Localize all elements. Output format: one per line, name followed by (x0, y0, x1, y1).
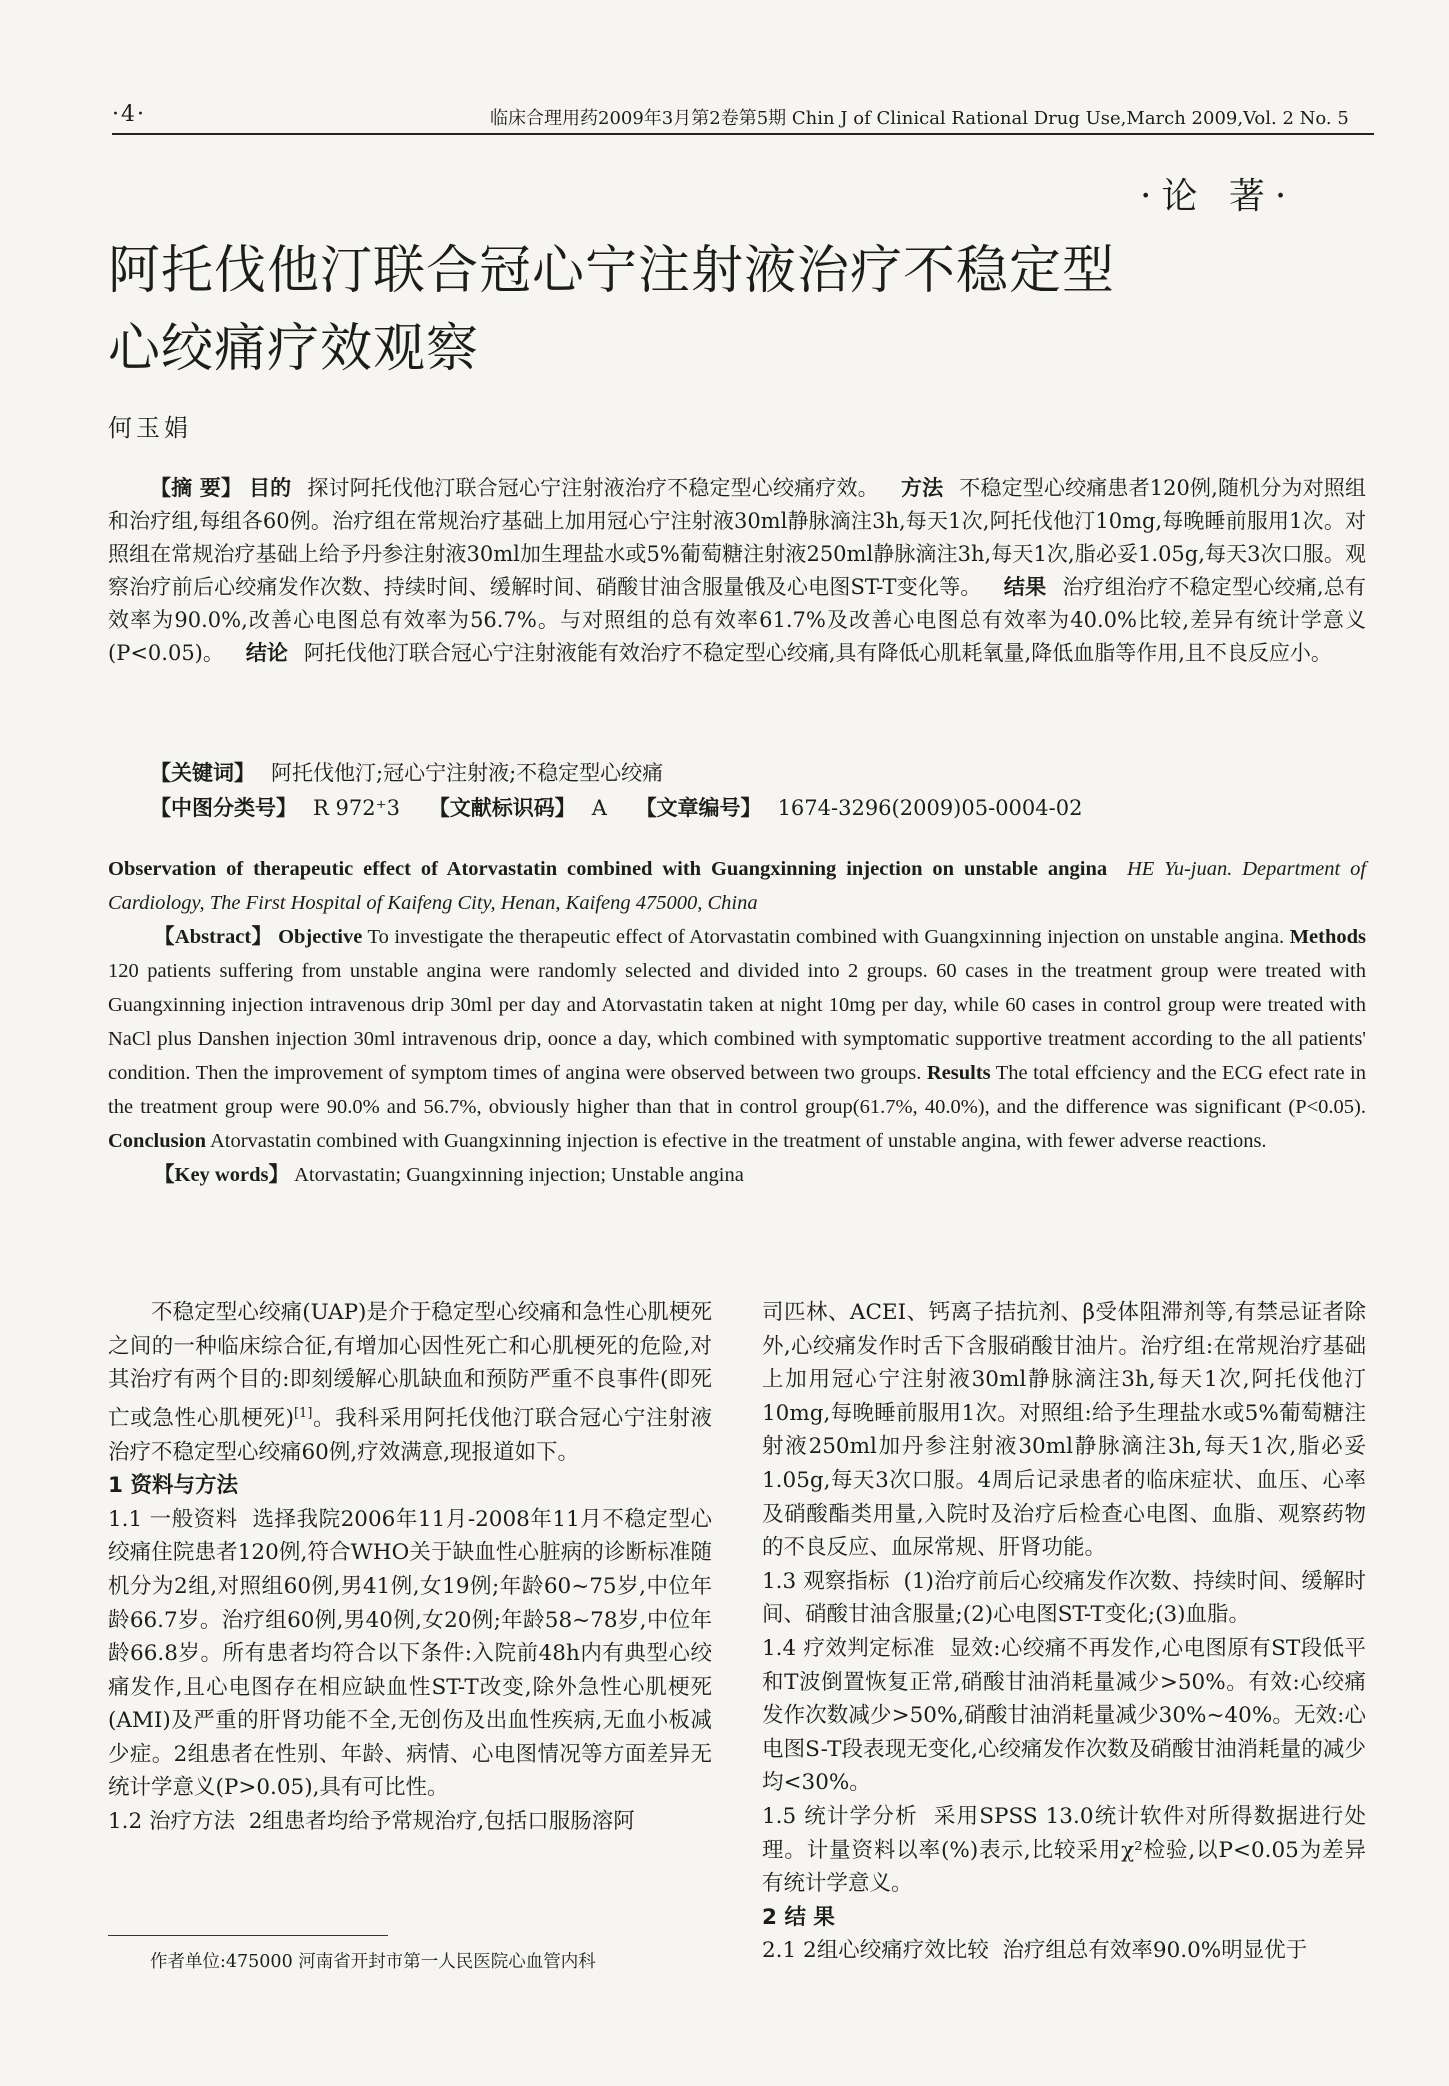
section-1-3 (762, 1565, 1366, 1632)
section-1-1-text: 选择我院2006年11月-2008年11月不稳定型心绞痛住院患者120例,符合WHO关于缺血性心脏病的诊断标准随机分为2组,对照组60例,男41例,女19例;年龄60~75岁,中位年龄66.7岁。治疗组60例,男40例,女20例;年龄58~78岁,中位年龄66.8岁。所有患者均符合以下条件:入院前48h内有典型心绞痛发作,且心电图存在相应缺血性ST-T改变,除外急性心肌梗死(AMI)及严重的肝肾功能不全,无创伤及出血性疾病,无血小板减少症。2组患者在性别、年龄、病情、心电图情况等方面差异无统计学意义(P>0.05),具有可比性。 (108, 1506, 712, 1801)
citation-ref: [1] (293, 1405, 313, 1421)
en-keywords-text: Atorvastatin; Guangxinning injection; Unstable angina (294, 1164, 744, 1186)
clc-label: 【中图分类号】 (150, 796, 297, 820)
section-2-1 (762, 1934, 1366, 1968)
doc-code-value: A (591, 796, 607, 820)
en-objective-label: Objective (278, 926, 363, 948)
body-column-left (108, 1296, 712, 1839)
section-2-heading-text: 2 结 果 (762, 1904, 835, 1930)
keywords-cn (150, 757, 663, 787)
keywords-cn-label: 【关键词】 (150, 761, 255, 785)
english-title: Observation of therapeutic effect of Atorvastatin combined with Guangxinning injection on unstable angina (108, 858, 1108, 880)
english-author: HE Yu-juan. (1126, 858, 1233, 880)
section-1-2 (108, 1805, 712, 1839)
classification-line (150, 792, 1082, 822)
section-2-heading (762, 1901, 1366, 1935)
en-methods-label: Methods (1289, 926, 1366, 948)
section-1-4 (762, 1632, 1366, 1800)
section-2-1-title: 2.1 2组心绞痛疗效比较 (762, 1938, 989, 1964)
en-methods-text: 120 patients suffering from unstable angina were randomly selected and divided into 2 groups. 60 cases in the treatment group were treated with Guangxinning injection intravenous drip 30ml per day and Atorvastatin taken at night 10mg per day, while 60 cases in control group were treated with NaCl plus Danshen injection 30ml intravenous drip, oonce a day, which combined with symptomatic supportive treatment according to the all patients' condition. Then the improvement of symptom times of angina were observed between two groups. (108, 960, 1366, 1084)
section-1-1-title: 1.1 一般资料 (108, 1506, 238, 1532)
conclusion-text: 阿托伐他汀联合冠心宁注射液能有效治疗不稳定型心绞痛,具有降低心肌耗氧量,降低血脂等作用,且不良反应小。 (303, 641, 1332, 665)
footnote-rule (108, 1935, 388, 1936)
keywords-cn-value: 阿托伐他汀;冠心宁注射液;不稳定型心绞痛 (271, 761, 664, 785)
article-number-value: 1674-3296(2009)05-0004-02 (777, 796, 1083, 820)
article-title: 阿托伐他汀联合冠心宁注射液治疗不稳定型心绞痛疗效观察 (108, 241, 1116, 379)
en-objective-text: To investigate the therapeutic effect of Atorvastatin combined with Guangxinning injection on unstable angina. (367, 926, 1285, 948)
abstract-cn-label: 【摘 要】 (150, 476, 243, 500)
article-author: 何玉娟 (108, 414, 192, 442)
intro-paragraph (108, 1296, 712, 1469)
abstract-cn (108, 472, 1366, 670)
section-1-5-text: 采用SPSS 13.0统计软件对所得数据进行处理。计量资料以率(%)表示,比较采用χ²检验,以P<0.05为差异有统计学意义。 (762, 1803, 1367, 1897)
section-tag: ·论 著· (1140, 176, 1297, 217)
author-affiliation-footnote: 作者单位:475000 河南省开封市第一人民医院心血管内科 (150, 1952, 596, 1972)
conclusion-label: 结论 (245, 641, 288, 665)
intro-text-b: 。我科采用阿托伐他汀联合冠心宁注射液治疗不稳定型心绞痛60例,疗效满意,现报道如下。 (108, 1405, 712, 1465)
en-results-label: Results (926, 1062, 991, 1084)
journal-header: 临床合理用药2009年3月第2卷第5期 Chin J of Clinical Rational Drug Use,March 2009,Vol. 2 No. 5 (490, 108, 1349, 129)
results-label: 结果 (1003, 575, 1047, 599)
section-1-2-continued (762, 1296, 1366, 1565)
body-column-right (762, 1296, 1366, 1968)
objective-text: 探讨阿托伐他汀联合冠心宁注射液治疗不稳定型心绞痛疗效。 (307, 476, 879, 500)
section-1-4-title: 1.4 疗效判定标准 (762, 1635, 935, 1661)
section-1-5-title: 1.5 统计学分析 (762, 1803, 918, 1829)
results-text: 治疗组治疗不稳定型心绞痛,总有效率为90.0%,改善心电图总有效率为56.7%。与对照组的总有效率61.7%及改善心电图总有效率为40.0%比较,差异有统计学意义(P<0.05)。 (108, 575, 1366, 665)
section-1-3-text: (1)治疗前后心绞痛发作次数、持续时间、缓解时间、硝酸甘油含服量;(2)心电图ST-T变化;(3)血脂。 (762, 1568, 1367, 1628)
header-rule (112, 133, 1374, 135)
article-number-label: 【文章编号】 (635, 796, 762, 820)
page-number: ·4· (112, 102, 146, 127)
clc-value: R 972⁺3 (313, 796, 401, 820)
en-conclusion-text: Atorvastatin combined with Guangxinning injection is efective in the treatment of unstable angina, with fewer adverse reactions. (209, 1130, 1267, 1152)
en-conclusion-label: Conclusion (108, 1130, 206, 1152)
abstract-en-label: 【Abstract】 (154, 926, 273, 948)
methods-label: 方法 (900, 476, 944, 500)
abstract-en (108, 852, 1366, 1192)
en-keywords-label: 【Key words】 (154, 1164, 289, 1186)
section-1-3-title: 1.3 观察指标 (762, 1568, 890, 1594)
section-1-1 (108, 1503, 712, 1805)
section-1-heading: 1 资料与方法 (108, 1473, 238, 1499)
section-1-2-title: 1.2 治疗方法 (108, 1809, 236, 1835)
section-1-2-text: 2组患者均给予常规治疗,包括口服肠溶阿 (248, 1809, 635, 1835)
section-1-5 (762, 1800, 1366, 1901)
intro-text-a: 不稳定型心绞痛(UAP)是介于稳定型心绞痛和急性心肌梗死之间的一种临床综合征,有增加心因性死亡和心肌梗死的危险,对其治疗有两个目的:即刻缓解心肌缺血和预防严重不良事件(即死亡或急性心肌梗死) (108, 1300, 712, 1431)
english-affiliation: Department of Cardiology, The First Hospital of Kaifeng City, Henan, Kaifeng 475000, China (108, 858, 1367, 914)
section-1-2-continued-text: 司匹林、ACEI、钙离子拮抗剂、β受体阻滞剂等,有禁忌证者除外,心绞痛发作时舌下含服硝酸甘油片。治疗组:在常规治疗基础上加用冠心宁注射液30ml静脉滴注3h,每天1次,阿托伐他汀10mg,每晚睡前服用1次。对照组:给予生理盐水或5%葡萄糖注射液250ml加丹参注射液30ml静脉滴注3h,每天1次,脂必妥1.05g,每天3次口服。4周后记录患者的临床症状、血压、心率及硝酸酯类用量,入院时及治疗后检查心电图、血脂、观察药物的不良反应、血尿常规、肝肾功能。 (762, 1300, 1366, 1561)
methods-text: 不稳定型心绞痛患者120例,随机分为对照组和治疗组,每组各60例。治疗组在常规治疗基础上加用冠心宁注射液30ml静脉滴注3h,每天1次,阿托伐他汀10mg,每晚睡前服用1次。对照组在常规治疗基础上给予丹参注射液30ml加生理盐水或5%葡萄糖注射液250ml静脉滴注3h,每天1次,脂必妥1.05g,每天3次口服。观察治疗前后心绞痛发作次数、持续时间、缓解时间、硝酸甘油含服量俄及心电图ST-T变化等。 (108, 476, 1367, 599)
en-results-text: The total effciency and the ECG efect rate in the treatment group were 90.0% and 56.7%, obviously higher than that in control group(61.7%, 40.0%), and the difference was significant (P<0.05). (108, 1062, 1367, 1118)
section-1-4-text: 显效:心绞痛不再发作,心电图原有ST段低平和T波倒置恢复正常,硝酸甘油消耗量减少>50%。有效:心绞痛发作次数减少>50%,硝酸甘油消耗量减少30%~40%。无效:心电图S-T段表现无变化,心绞痛发作次数及硝酸甘油消耗量的减少均<30%。 (762, 1635, 1366, 1796)
section-2-1-text: 治疗组总有效率90.0%明显优于 (1002, 1938, 1308, 1964)
doc-code-label: 【文献标识码】 (428, 796, 576, 820)
objective-label: 目的 (248, 476, 292, 500)
